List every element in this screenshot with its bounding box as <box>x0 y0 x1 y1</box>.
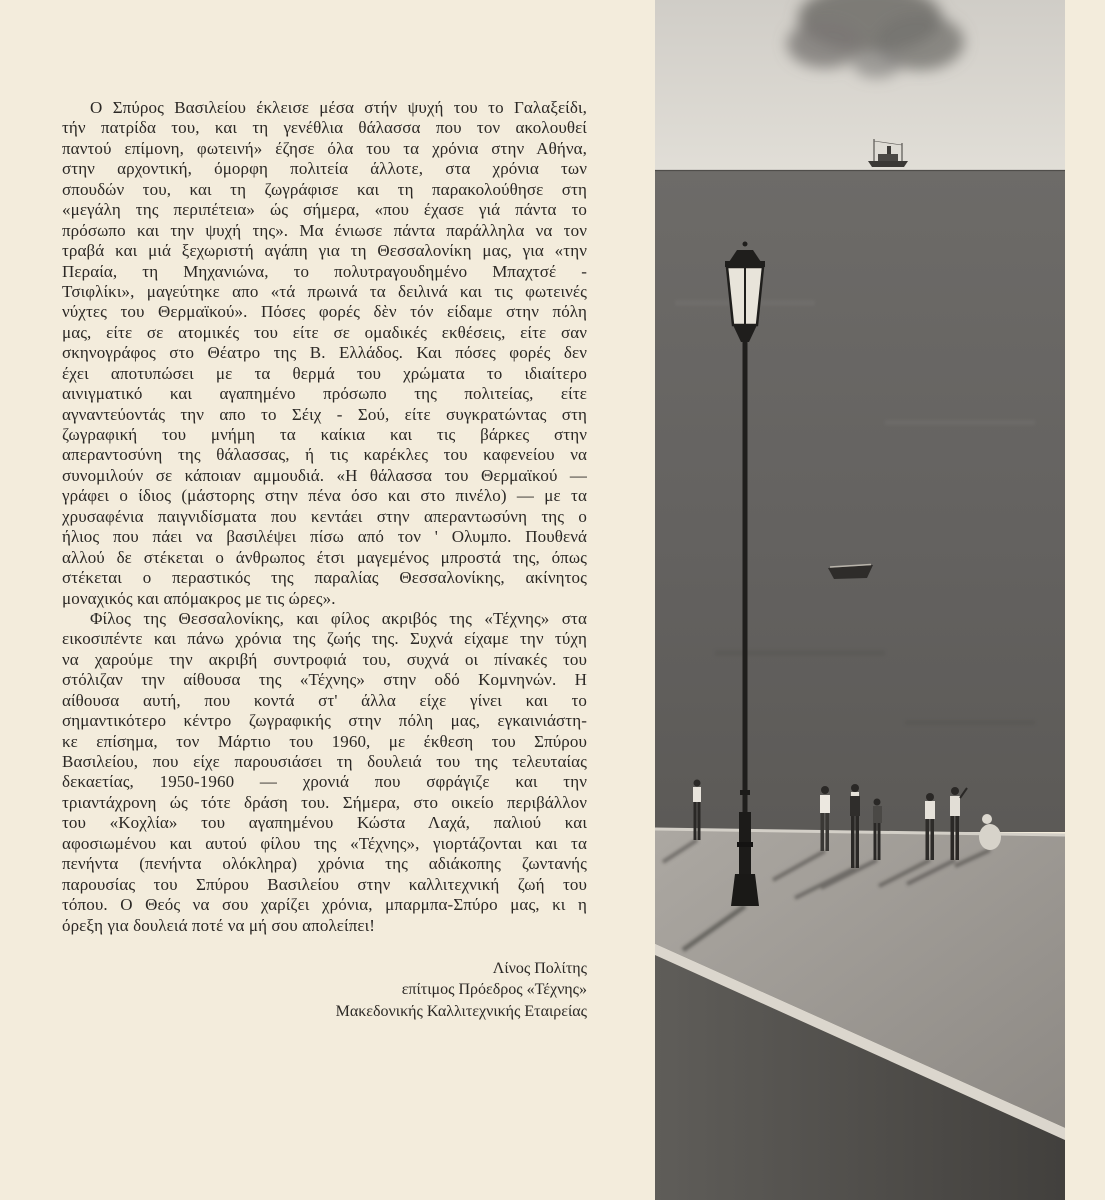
lamp-base-foot <box>731 874 759 906</box>
text-line: νύχτες του Θερμαϊκού». Πόσες φορές δὲν τόν είδαμε στην πόλη <box>62 302 587 322</box>
treetop-foliage <box>787 0 964 78</box>
text-line: να χαρούμε την ακριβή συντροφιά του, συχνά οι πίνακές του <box>62 649 587 669</box>
figure-leg <box>878 823 881 860</box>
text-line: αλλού δε στέκεται ο άνθρωπος έτσι μαγεμένος μπροστά της, όπως <box>62 547 587 567</box>
figure-body <box>979 824 1001 850</box>
text-line: στόλιζαν την αίθουσα της «Τέχνης» στην οδό Κομνηνών. Η <box>62 670 587 690</box>
figure-leg <box>694 802 697 840</box>
figure-head <box>926 793 934 801</box>
figure-collar <box>851 792 859 796</box>
text-line: πενήντα (πενήντα ολόκληρα) χρόνια της αδιάκοπης ζωντανής <box>62 854 587 874</box>
figure-torso <box>873 806 882 823</box>
text-line: έχει αποτυπώσει με τα θερμά του χρώματα το ιδιαίτερο <box>62 363 587 383</box>
text-line: Βασιλείου, που είχε παρουσιάσει τη δουλειά του της τελευταίας <box>62 752 587 771</box>
figure-head <box>821 786 829 794</box>
text-line: σημαντικότερο κέντρο ζωγραφικής στην πόλη μας, εγκαινιάστη- <box>62 711 587 731</box>
figure-leg <box>826 813 830 851</box>
paragraph <box>62 609 587 936</box>
text-line: Ο Σπύρος Βασιλείου έκλεισε μέσα στήν ψυχή του το Γαλαξείδι, <box>90 98 587 117</box>
text-line: πρόσωπο και την ψυχή της». Μα ένιωσε πάντα παράλληλα να τον <box>62 220 587 240</box>
ship-deckhouse <box>878 154 898 161</box>
signature <box>62 958 587 1022</box>
figure-head <box>851 784 859 792</box>
text-line: σκηνογράφος στο Θέατρο της Β. Ελλάδος. Και πόσες φορές δεν <box>62 343 587 363</box>
lamp-pole-collar <box>740 790 750 795</box>
text-line: αίθουσα αυτή, που κοντά στ' άλλα είχε γίνει και το <box>62 690 587 710</box>
text-line: όρεξη για δουλειά ποτέ να μή σου απολείπει! <box>62 915 376 935</box>
figure-head <box>982 814 992 824</box>
text-line: παντού επίμονη, φωτεινή» έζησε όλα του τα χρόνια στην Αθήνα, <box>62 138 587 158</box>
text-line: τήν πατρίδα του, και τη γενέθλια θάλασσα που τον ακολουθεί <box>62 118 587 138</box>
text-line: σπουδών του, και τη ζωγράφισε και τη παρακολούθησε στη <box>62 179 587 199</box>
text-line: αφοσιωμένου και αυτού φίλου της «Τέχνης», γιορτάζονται και τα <box>62 833 587 853</box>
figure-torso <box>693 787 701 802</box>
text-line: απεραντοσύνη της θάλασσας, ή τις καρέκλες του καφενείου να <box>62 445 587 465</box>
foliage-blob <box>853 50 901 78</box>
text-line: αγναντεύοντάς την απο το Σέιχ - Σού, είτε συγκρατώντας στη <box>62 404 587 424</box>
text-line: γράφει ο ίδιος (μάστορης στην πένα όσο και στο πινέλο) — με τα <box>62 486 587 506</box>
ship-hull <box>868 161 908 167</box>
signature-organization: Μακεδονικής Καλλιτεχνικής Εταιρείας <box>335 1002 587 1020</box>
text-line: μοναχικός και απόμακρος με τις ώρες». <box>62 588 336 608</box>
figure-leg <box>951 816 955 860</box>
sea <box>655 170 1065 832</box>
text-line: συνομιλούν σε κάποιαν αμμουδιά. «Η θάλασσα του Θερμαϊκού — <box>62 465 587 485</box>
figure-head <box>874 799 881 806</box>
figure-leg <box>926 819 930 860</box>
figure-head <box>951 787 959 795</box>
text-line: εικοσιπέντε και πάνω χρόνια της ζωής της. Συχνά είχαμε την τύχη <box>62 629 587 649</box>
figure-torso <box>925 801 935 819</box>
sea-stroke <box>905 720 1035 725</box>
figure-leg <box>931 819 935 860</box>
sea-stroke <box>715 650 885 656</box>
text-line: Τσιφλίκι», μαγεύτηκε απο «τά πρωινά τα δειλινά και τις φωτεινές <box>62 281 587 301</box>
rowing-boat <box>828 565 873 580</box>
text-line: τόπου. Ο Θεός να σου χαρίζει χρόνια, μπαρμπα-Σπύρο μας, κι η <box>62 895 587 915</box>
figure-leg <box>956 816 960 860</box>
text-line: τριαντάχρονη ώς τότε δράση του. Σήμερα, στο οικείο περιβάλλον <box>62 792 587 812</box>
foliage-blob <box>787 20 863 68</box>
figure-leg <box>856 816 860 868</box>
figure-leg <box>874 823 877 860</box>
text-line: στέκεται ο περαστικός της παραλίας Θεσσαλονίκης, ακίνητος <box>62 568 587 588</box>
lamp-pole <box>743 342 748 822</box>
sea-stroke <box>885 420 1035 425</box>
figure-torso <box>820 795 830 813</box>
ship-funnel <box>887 146 891 154</box>
painting-harbour-promenade <box>655 0 1065 1200</box>
text-line: μας, είτε σε ατομικές του είτε σε ομαδικές εκθέσεις, είτε σαν <box>62 322 587 342</box>
figure-leg <box>698 802 701 840</box>
text-line: ήλιος που πάει να βασιλέψει πίσω από τον ' Ολυμπο. Πουθενά <box>62 527 587 547</box>
text-line: παρουσίας του Σπύρου Βασιλείου στην καλλιτεχνική ζωή του <box>62 874 587 894</box>
text-line: κε επίσημα, τον Μάρτιο του 1960, με έκθεση του Σπύρου <box>62 731 587 751</box>
lamp-finial <box>743 242 748 247</box>
text-line: δεκαετίας, 1950-1960 — χρονιά που σφράγιζε και την <box>62 772 587 792</box>
paragraph <box>62 98 587 609</box>
ship <box>868 139 908 167</box>
figure-torso <box>950 796 960 816</box>
figure-head <box>694 780 701 787</box>
text-line: του «Κοχλία» του αγαπημένου Κώστα Λαχά, παλιού και <box>62 813 587 833</box>
signature-title: επίτιμος Πρόεδρος «Τέχνης» <box>401 981 587 999</box>
figure-leg <box>821 813 825 851</box>
text-line: χρυσαφένια παιγνιδίσματα που κεντάει στην απεραντωσύνη της ο <box>62 506 587 526</box>
text-line: «μεγάλη της περιπέτεια» ώς σήμερα, «που έχασε γιά πάντα το <box>62 200 587 220</box>
text-line: ζωγραφική του μνήμη τα καίκια και τις βάρκες στην <box>62 425 587 444</box>
figure-leg <box>851 816 855 868</box>
text-line: τραβά και μιά ξεχωριστή αγάπη για τη Θεσσαλονίκη μας, για «την <box>62 241 587 261</box>
text-line: Περαία, τη Μηχανιώνα, το πολυτραγουδημένο Μπαχτσέ - <box>62 261 587 281</box>
lamp-base-ring <box>737 842 753 847</box>
text-line: Φίλος της Θεσσαλονίκης, και φίλος ακριβός της «Τέχνης» στα <box>90 608 587 628</box>
text-line: αινιγματικό και αγαπημένο πρόσωπο της πολιτείας, είτε <box>62 384 587 404</box>
figure-torso <box>850 796 860 816</box>
text-line: στην αρχοντική, όμορφη πολιτεία άλλοτε, στα χρόνια των <box>62 159 587 179</box>
signature-name: Λίνος Πολίτης <box>492 960 587 977</box>
article-text <box>62 98 587 936</box>
